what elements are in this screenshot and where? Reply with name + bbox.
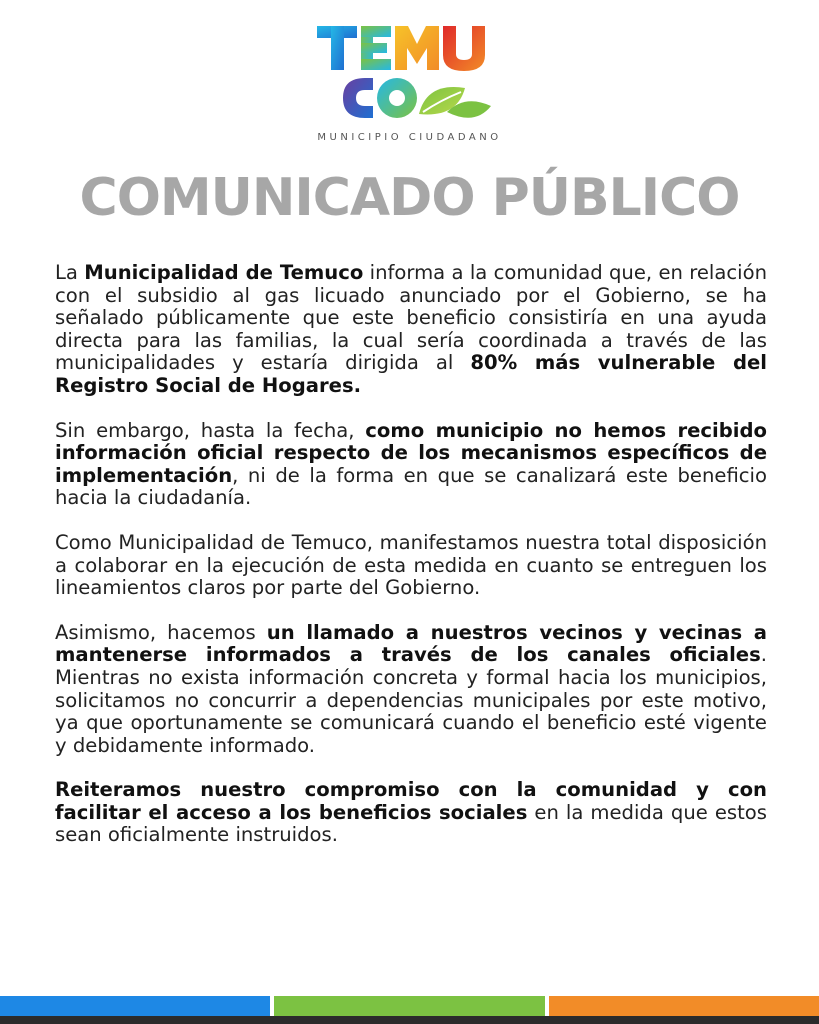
text-segment: , ni de la forma en que se canalizará este beneficio hacia la ciudadanía. [55,463,767,510]
text-segment: . Mientras no exista información concreta y formal hacia los municipios, solicitamos no concurrir a dependencias municipales por este motivo, ya que oportunamente se comunicará cuando el beneficio esté vigente y debidamente informado. [55,643,767,757]
stripe-segment [0,996,270,1016]
bold-text: Municipalidad de Temuco [84,261,364,284]
bold-text: Reiteramos nuestro compromiso con la comunidad y con facilitar el acceso a los beneficios sociales [55,778,767,824]
text-segment: en la medida que estos sean oficialmente instruidos. [55,800,767,847]
paragraph-3 [55,532,767,600]
text-segment: informa a la comunidad que, en relación con el subsidio al gas licuado anunciado por el Gobierno, se ha señalado públicamente que este beneficio consistiría en una ayuda directa para las familias, la cual sería coordinada a través de las municipalidades y estaría dirigida al [55,261,767,375]
stripe-segment [274,996,544,1016]
text-segment: Como Municipalidad de Temuco, manifestamos nuestra total disposición a colaborar en la ejecución de esta medida en cuanto se entreguen los lineamientos claros por parte del Gobierno. [55,530,767,600]
bold-text: como municipio no hemos recibido información oficial respecto de los mecanismos específicos de implementación [55,418,767,487]
logo [0,22,819,143]
paragraph-5 [55,779,767,847]
stripe-segment [549,996,819,1016]
temuco-logo-icon [315,22,505,128]
text-segment: Sin embargo, hasta la fecha, [55,418,366,442]
bold-text: 80% más vulnerable del Registro Social de Hogares. [55,351,767,397]
page-title: COMUNICADO PÚBLICO [79,168,740,228]
footer-dark-strip [0,1016,819,1024]
text-segment: La [55,261,85,284]
logo-subtitle: MUNICIPIO CIUDADANO [317,132,502,143]
footer-stripe [0,996,819,1024]
statement-body [55,262,767,869]
text-segment: Asimismo, hacemos [55,620,267,644]
footer-color-stripe [0,996,819,1016]
paragraph-1 [55,262,767,398]
paragraph-2 [55,420,767,510]
paragraph-4 [55,622,767,758]
bold-text: un llamado a nuestros vecinos y vecinas a mantenerse informados a través de los canales oficiales [55,620,768,667]
